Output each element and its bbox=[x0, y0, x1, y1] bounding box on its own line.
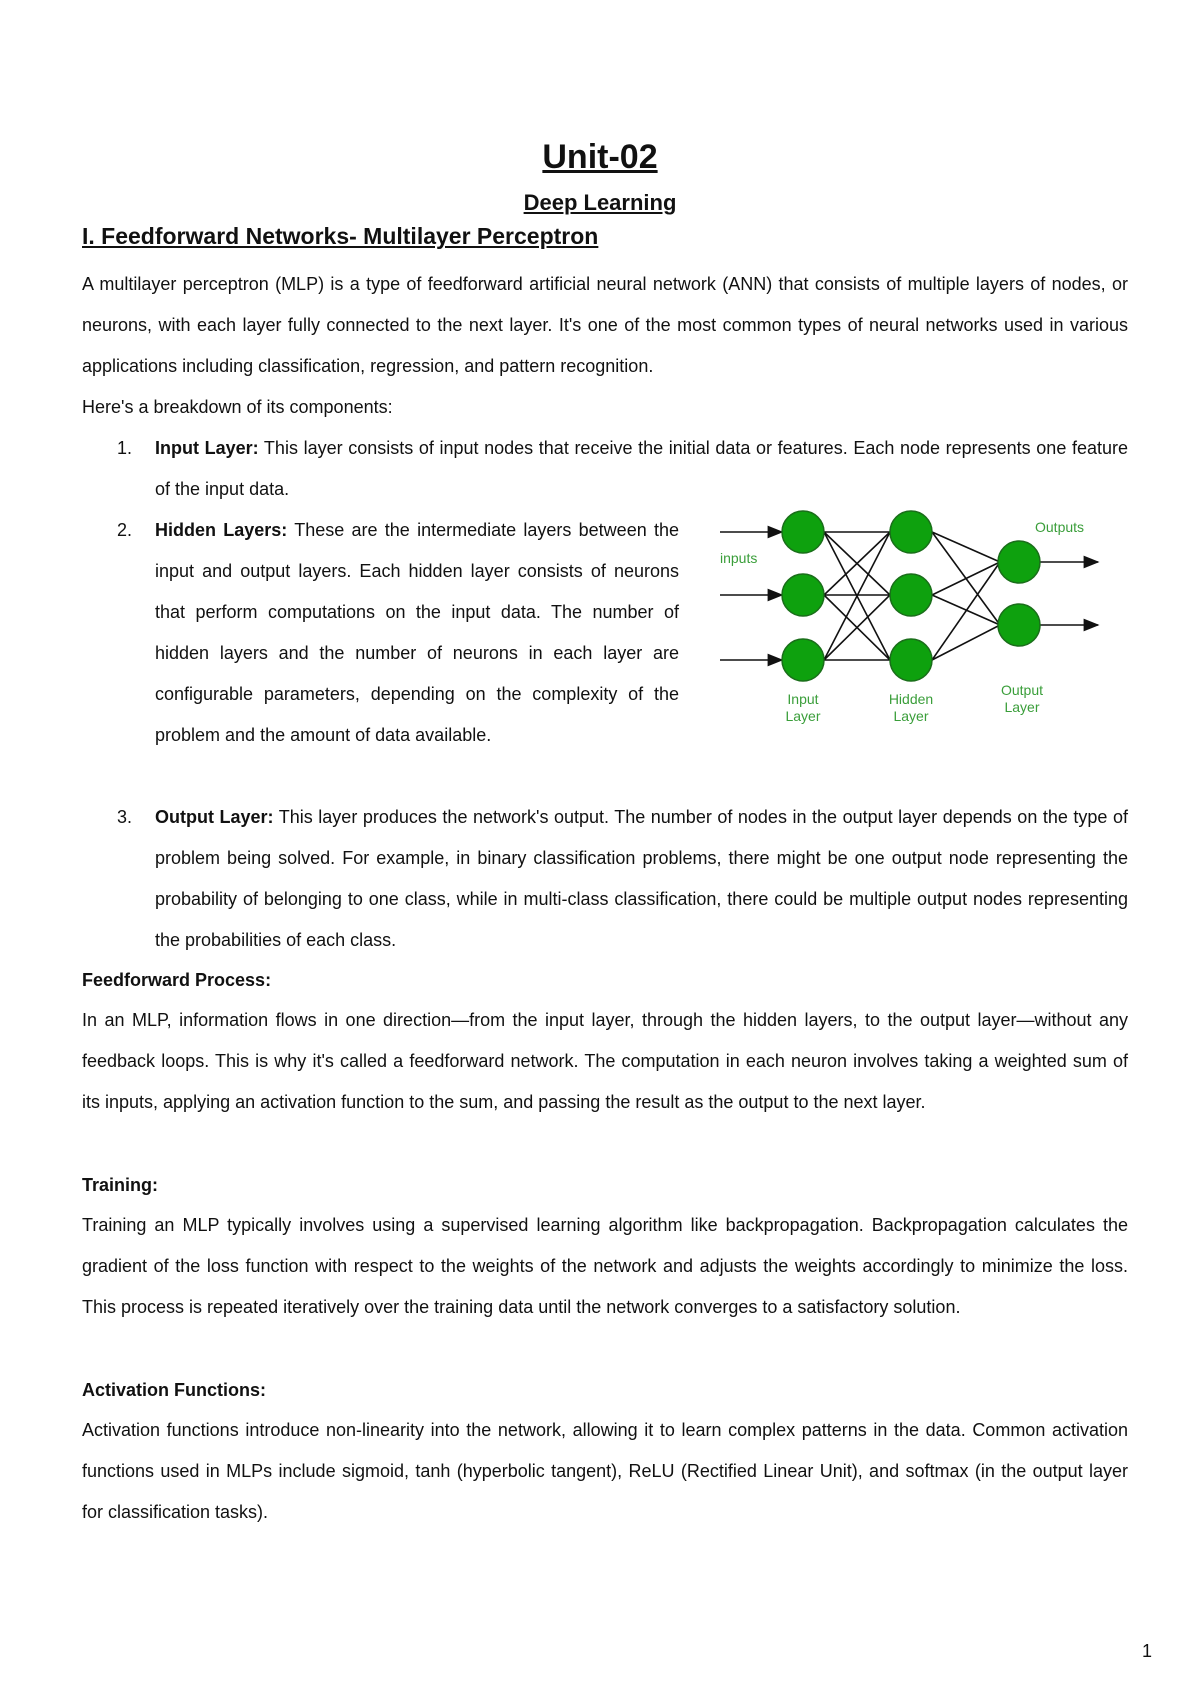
diagram-nodes bbox=[782, 511, 1040, 681]
activation-heading: Activation Functions: bbox=[82, 1380, 266, 1400]
list-item bbox=[117, 510, 679, 756]
training-heading: Training: bbox=[82, 1175, 158, 1195]
list-item bbox=[117, 428, 1128, 510]
section-heading: I. Feedforward Networks- Multilayer Perceptron bbox=[82, 223, 599, 249]
page-title: Unit-02 bbox=[542, 138, 658, 176]
list-number: 3. bbox=[117, 807, 133, 827]
outputs-label: Outputs bbox=[1035, 519, 1085, 535]
input-node bbox=[782, 574, 824, 616]
mlp-diagram bbox=[720, 500, 1130, 740]
output-layer-label: Output bbox=[1000, 682, 1044, 698]
input-node bbox=[782, 511, 824, 553]
hidden-node bbox=[890, 574, 932, 616]
list-term: Output Layer: bbox=[155, 807, 274, 827]
list-number: 1. bbox=[117, 438, 133, 458]
list-text: These are the intermediate layers between the input and output layers. Each hidden layer consists of neurons that perform computations on the input data. The number of hidden layers and the number of neurons in each layer are configurable parameters, depending on the complexity of the problem and the amount of data available. bbox=[155, 520, 679, 745]
list-item bbox=[117, 797, 1128, 961]
list-text: This layer produces the network's output. The number of nodes in the output layer depends on the type of problem being solved. For example, in binary classification problems, there might be one output node representing the probability of belonging to one class, while in multi-class classification, there could be multiple output nodes representing the probabilities of each class. bbox=[155, 807, 1128, 950]
output-node bbox=[998, 604, 1040, 646]
page-subtitle: Deep Learning bbox=[523, 190, 677, 215]
intro-paragraph: A multilayer perceptron (MLP) is a type of feedforward artificial neural network (ANN) that consists of multiple layers of nodes, or neurons, with each layer fully connected to the next layer. It's one of the most common types of neural networks used in various applications including classification, regression, and pattern recognition. bbox=[82, 274, 1128, 376]
hidden-layer-label: Hidden bbox=[888, 691, 934, 707]
inputs-label: inputs bbox=[720, 550, 758, 566]
output-layer-label: Layer bbox=[1004, 699, 1040, 715]
hidden-layer-label: Layer bbox=[893, 708, 929, 724]
page-number: 1 bbox=[1141, 1641, 1152, 1661]
feedforward-paragraph: In an MLP, information flows in one direction—from the input layer, through the hidden layers, to the output layer—without any feedback loops. This is why it's called a feedforward network. The computation in each neuron involves taking a weighted sum of its inputs, applying an activation function to the sum, and passing the result as the output to the next layer. bbox=[82, 1010, 1128, 1112]
breakdown-lead: Here's a breakdown of its components: bbox=[82, 397, 393, 417]
output-node bbox=[998, 541, 1040, 583]
list-text: This layer consists of input nodes that receive the initial data or features. Each node represents one feature of the input data. bbox=[155, 438, 1128, 499]
list-term: Hidden Layers: bbox=[155, 520, 288, 540]
feedforward-heading: Feedforward Process: bbox=[82, 970, 272, 990]
hidden-node bbox=[890, 511, 932, 553]
input-layer-label: Input bbox=[787, 691, 819, 707]
training-paragraph: Training an MLP typically involves using a supervised learning algorithm like backpropagation. Backpropagation calculates the gradient of the loss function with respect to the weights of the network and adjusts the weights accordingly to minimize the loss. This process is repeated iteratively over the training data until the network converges to a satisfactory solution. bbox=[82, 1215, 1128, 1317]
input-node bbox=[782, 639, 824, 681]
input-layer-label: Layer bbox=[785, 708, 821, 724]
list-term: Input Layer: bbox=[155, 438, 259, 458]
hidden-node bbox=[890, 639, 932, 681]
activation-paragraph: Activation functions introduce non-linearity into the network, allowing it to learn complex patterns in the data. Common activation functions used in MLPs include sigmoid, tanh (hyperbolic tangent), ReLU (Rectified Linear Unit), and softmax (in the output layer for classification tasks). bbox=[82, 1420, 1128, 1522]
list-number: 2. bbox=[117, 520, 133, 540]
